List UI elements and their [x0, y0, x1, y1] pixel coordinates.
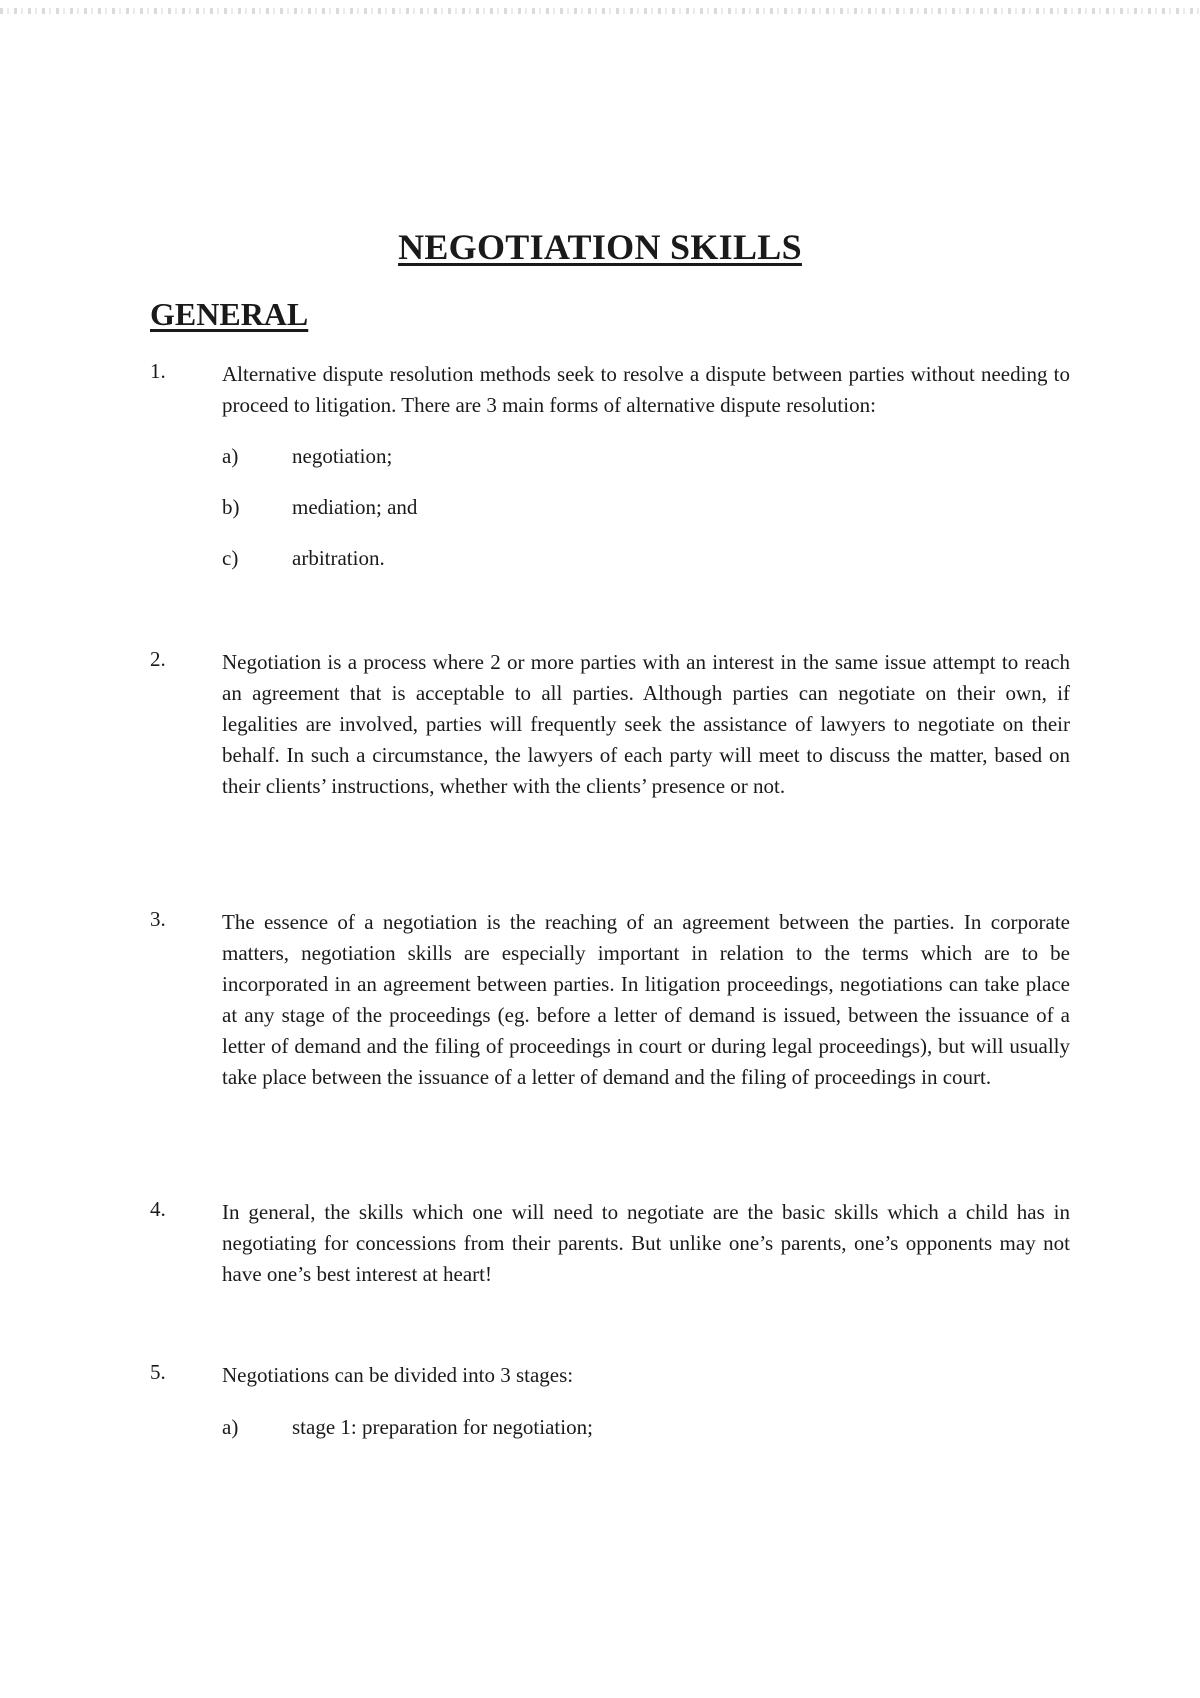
list-item-label: a)	[222, 1415, 239, 1439]
list-item-label: b)	[222, 495, 240, 519]
list-item	[222, 441, 1022, 492]
paragraph-number: 4.	[150, 1197, 166, 1221]
paragraph-3	[150, 907, 1070, 1093]
paragraph-number: 3.	[150, 907, 166, 931]
paragraph-text: Alternative dispute resolution methods seek to resolve a dispute between parties without needing to proceed to litigation. There are 3 main forms of alternative dispute resolution:	[222, 362, 1070, 417]
list-item	[222, 543, 1022, 594]
paragraph-5	[150, 1360, 1070, 1391]
section-heading-general: GENERAL	[150, 296, 309, 332]
paragraph-text: Negotiations can be divided into 3 stages:	[222, 1363, 574, 1387]
list-item-text: negotiation;	[292, 444, 393, 468]
paragraph-text: The essence of a negotiation is the reaching of an agreement between the parties. In corporate matters, negotiation skills are especially important in relation to the terms which are to be incorporated in an agreement between parties. In litigation proceedings, negotiations can take place at any stage of the proceedings (eg. before a letter of demand is issued, between the issuance of a letter of demand and the filing of proceedings in court or during legal proceedings), but will usually take place between the issuance of a letter of demand and the filing of proceedings in court.	[222, 910, 1070, 1089]
paragraph-2	[150, 647, 1070, 802]
paragraph-text: In general, the skills which one will need to negotiate are the basic skills which a child has in negotiating for concessions from their parents. But unlike one’s parents, one’s opponents may not have one’s best interest at heart!	[222, 1200, 1070, 1286]
list-item-label: c)	[222, 546, 239, 570]
document-title: NEGOTIATION SKILLS	[398, 227, 802, 267]
paragraph-1-list	[222, 441, 1022, 594]
list-item-label: a)	[222, 444, 239, 468]
list-item-text: arbitration.	[292, 546, 385, 570]
paragraph-number: 2.	[150, 647, 166, 671]
paragraph-5-list	[222, 1412, 1022, 1463]
list-item-text: stage 1: preparation for negotiation;	[292, 1415, 593, 1439]
list-item	[222, 1412, 1022, 1463]
paragraph-number: 5.	[150, 1360, 166, 1384]
paragraph-4	[150, 1197, 1070, 1290]
list-item	[222, 492, 1022, 543]
paragraph-1	[150, 359, 1070, 421]
paragraph-text: Negotiation is a process where 2 or more parties with an interest in the same issue attempt to reach an agreement that is acceptable to all parties. Although parties can negotiate on their own, if legalities are involved, parties will frequently seek the assistance of lawyers to negotiate on their behalf. In such a circumstance, the lawyers of each party will meet to discuss the matter, based on their clients’ instructions, whether with the clients’ presence or not.	[222, 650, 1070, 798]
list-item-text: mediation; and	[292, 495, 418, 519]
paragraph-number: 1.	[150, 359, 166, 383]
